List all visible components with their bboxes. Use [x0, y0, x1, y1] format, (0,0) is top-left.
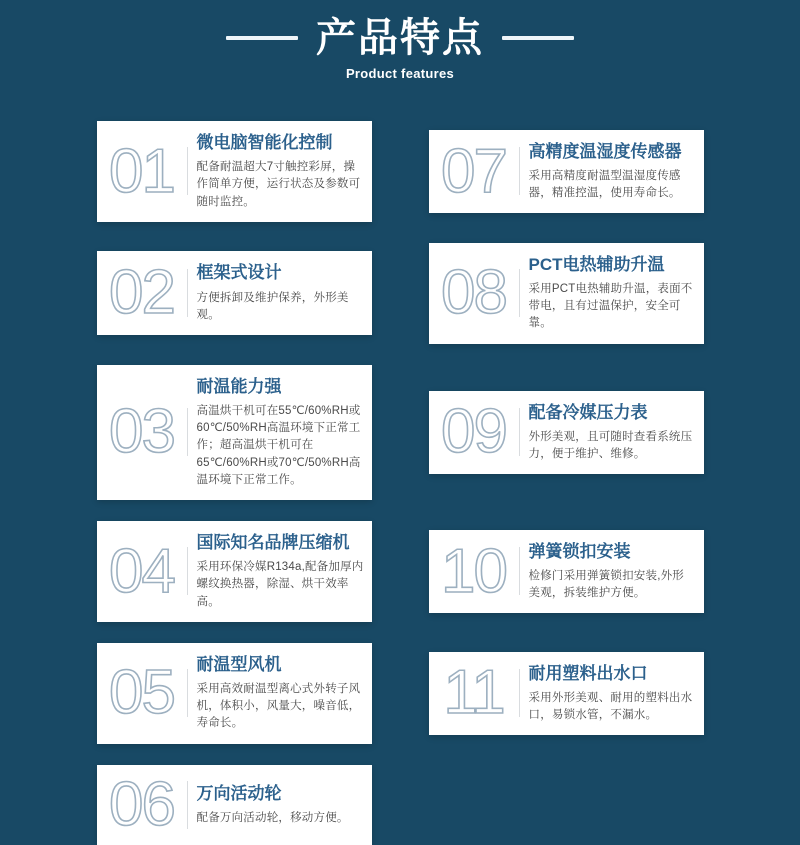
- feature-title: 弹簧锁扣安装: [528, 541, 631, 561]
- feature-title: 微电脑智能化控制: [196, 133, 333, 152]
- feature-card-08: [429, 243, 704, 344]
- feature-title: 国际知名品牌压缩机: [196, 533, 350, 553]
- feature-description: 采用环保冷媒R134a,配备加厚内螺纹换热器，除湿、烘干效率高。: [196, 561, 364, 608]
- feature-card-06: [97, 765, 372, 845]
- feature-text: [520, 402, 696, 464]
- feature-text: [188, 654, 364, 733]
- feature-title: 配备冷媒压力表: [528, 402, 648, 422]
- feature-title: 耐温型风机: [196, 654, 282, 674]
- feature-title: 耐用塑料出水口: [528, 663, 648, 683]
- feature-title: 高精度温湿度传感器: [528, 141, 682, 161]
- feature-number: 06: [109, 769, 174, 839]
- feature-description: 配备耐温超大7寸触控彩屏，操作简单方便，运行状态及参数可随时监控。: [196, 161, 361, 208]
- feature-title: 耐温能力强: [196, 376, 282, 396]
- feature-description: 外形美观，且可随时查看系统压力，便于维护、维修。: [528, 430, 693, 460]
- feature-number: 07: [441, 136, 506, 206]
- feature-number: 05: [109, 658, 174, 728]
- feature-number: 08: [441, 258, 506, 328]
- feature-description: 采用外形美观、耐用的塑料出水口，易锁水管，不漏水。: [528, 691, 693, 721]
- feature-card-09: [429, 391, 704, 475]
- title-decor-line-left: [226, 36, 298, 40]
- feature-number: 09: [441, 397, 506, 467]
- feature-number: 11: [443, 658, 504, 728]
- feature-title: PCT电热辅助升温: [528, 254, 665, 274]
- feature-card-02: [97, 251, 372, 335]
- feature-text: [520, 141, 696, 203]
- feature-card-11: [429, 652, 704, 736]
- feature-number: 04: [109, 536, 174, 606]
- feature-description: 采用PCT电热辅助升温，表面不带电，且有过温保护，安全可靠。: [528, 282, 693, 330]
- feature-number: 03: [109, 397, 174, 467]
- feature-number: 01: [109, 136, 174, 206]
- feature-description: 高温烘干机可在55℃/60%RH或60℃/50%RH高温环境下正常工作；超高温烘干机可在65℃/60%RH或70℃/50%RH高温环境下正常工作。: [196, 404, 361, 486]
- feature-card-07: [429, 130, 704, 214]
- feature-text: [520, 254, 696, 333]
- page-subtitle: Product features: [345, 66, 455, 81]
- feature-description: 方便拆卸及维护保养，外形美观。: [196, 291, 349, 321]
- feature-card-04: [97, 521, 372, 622]
- feature-text: [188, 262, 364, 324]
- page-header: [0, 0, 800, 81]
- feature-text: [520, 541, 696, 603]
- title-row: [0, 16, 800, 60]
- feature-title: 框架式设计: [196, 263, 282, 283]
- feature-card-10: [429, 530, 704, 614]
- feature-card-05: [97, 643, 372, 744]
- feature-text: [188, 532, 364, 611]
- page-title: 产品特点: [316, 16, 484, 60]
- title-decor-line-right: [502, 36, 574, 40]
- feature-text: [188, 783, 364, 827]
- feature-card-01: [97, 121, 372, 222]
- feature-description: 配备万向活动轮，移动方便。: [196, 811, 349, 824]
- feature-description: 检修门采用弹簧锁扣安装,外形美观，拆装维护方便。: [528, 569, 684, 599]
- feature-number: 10: [441, 536, 506, 606]
- feature-grid: [97, 121, 704, 845]
- feature-description: 采用高效耐温型离心式外转子风机，体积小，风量大，噪音低，寿命长。: [196, 682, 361, 730]
- feature-title: 万向活动轮: [196, 783, 282, 803]
- feature-text: [520, 663, 696, 725]
- feature-card-03: [97, 365, 372, 500]
- feature-text: [188, 376, 364, 489]
- feature-text: [188, 132, 364, 211]
- feature-description: 采用高精度耐温型温湿度传感器，精准控温，使用寿命长。: [528, 169, 681, 199]
- feature-number: 02: [109, 258, 174, 328]
